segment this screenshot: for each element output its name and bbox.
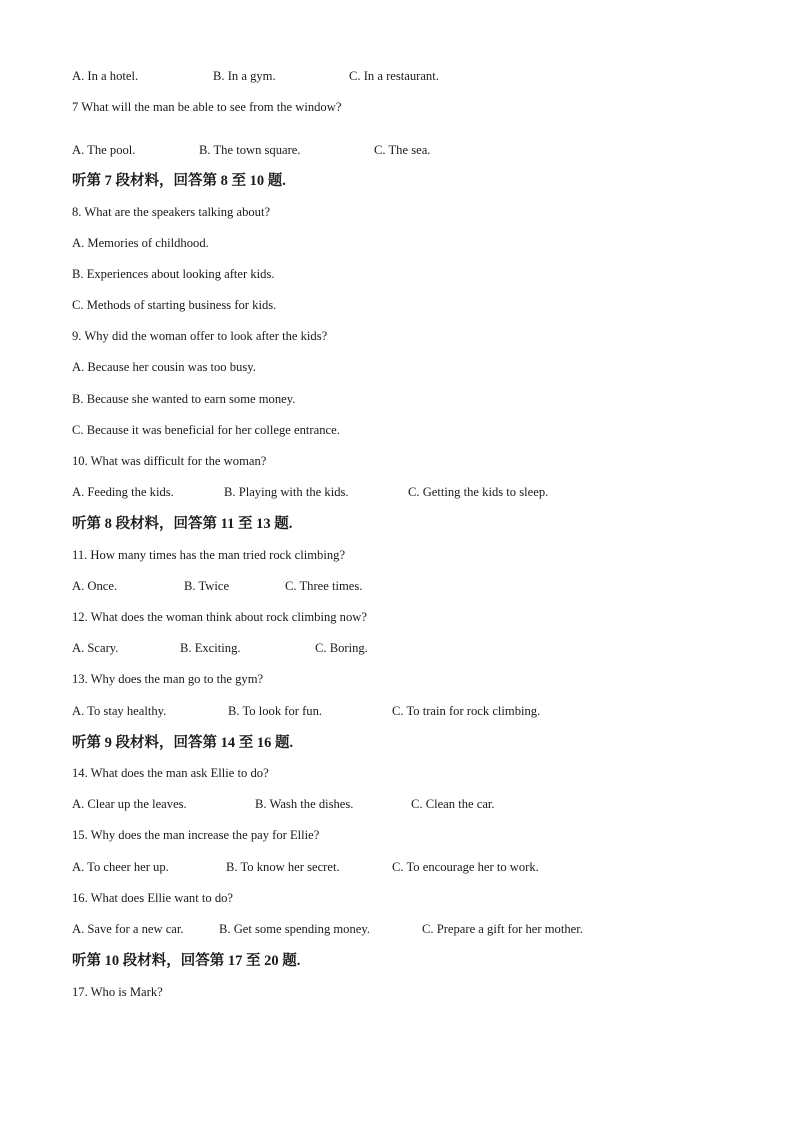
q11-option-a: A. Once. <box>72 579 118 593</box>
q16-option-b: B. Get some spending money. <box>219 922 370 936</box>
q10-option-c: C. Getting the kids to sleep. <box>408 485 549 499</box>
q16-option-c: C. Prepare a gift for her mother. <box>422 922 583 936</box>
q9-option-c: C. Because it was beneficial for her college entrance. <box>72 423 340 437</box>
q9-option-a: A. Because her cousin was too busy. <box>72 360 256 374</box>
q11-question: 11. How many times has the man tried rock climbing? <box>72 548 346 562</box>
q7-option-a: A. The pool. <box>72 143 136 157</box>
q10-option-b: B. Playing with the kids. <box>224 485 349 499</box>
q14-option-b: B. Wash the dishes. <box>255 797 354 811</box>
q12-option-b: B. Exciting. <box>180 641 241 655</box>
section-heading-10: 听第 10 段材料，回答第 17 至 20 题. <box>72 953 301 969</box>
q12-option-c: C. Boring. <box>315 641 368 655</box>
q15-option-a: A. To cheer her up. <box>72 860 169 874</box>
q15-option-c: C. To encourage her to work. <box>392 860 539 874</box>
q17-question: 17. Who is Mark? <box>72 985 163 999</box>
q7-option-b: B. The town square. <box>199 143 301 157</box>
q15-question: 15. Why does the man increase the pay for Ellie? <box>72 828 320 842</box>
q7-question: 7 What will the man be able to see from the window? <box>72 100 342 114</box>
q16-option-a: A. Save for a new car. <box>72 922 184 936</box>
section-heading-8: 听第 8 段材料，回答第 11 至 13 题. <box>72 516 293 532</box>
q14-option-c: C. Clean the car. <box>411 797 495 811</box>
q12-option-a: A. Scary. <box>72 641 119 655</box>
q13-option-a: A. To stay healthy. <box>72 704 167 718</box>
q14-question: 14. What does the man ask Ellie to do? <box>72 766 269 780</box>
q10-question: 10. What was difficult for the woman? <box>72 454 267 468</box>
q15-option-b: B. To know her secret. <box>226 860 340 874</box>
q11-option-c: C. Three times. <box>285 579 363 593</box>
q8-option-b: B. Experiences about looking after kids. <box>72 267 275 281</box>
q9-option-b: B. Because she wanted to earn some money. <box>72 392 296 406</box>
q14-option-a: A. Clear up the leaves. <box>72 797 187 811</box>
q8-option-c: C. Methods of starting business for kids. <box>72 298 277 312</box>
section-heading-7: 听第 7 段材料，回答第 8 至 10 题. <box>72 173 286 189</box>
q9-question: 9. Why did the woman offer to look after the kids? <box>72 329 328 343</box>
q13-question: 13. Why does the man go to the gym? <box>72 672 264 686</box>
q13-option-b: B. To look for fun. <box>228 704 323 718</box>
q8-option-a: A. Memories of childhood. <box>72 236 209 250</box>
q6-option-b: B. In a gym. <box>213 69 276 83</box>
q6-option-a: A. In a hotel. <box>72 69 139 83</box>
q12-question: 12. What does the woman think about rock climbing now? <box>72 610 367 624</box>
q7-option-c: C. The sea. <box>374 143 431 157</box>
q8-question: 8. What are the speakers talking about? <box>72 205 271 219</box>
q6-option-c: C. In a restaurant. <box>349 69 439 83</box>
q10-option-a: A. Feeding the kids. <box>72 485 174 499</box>
section-heading-9: 听第 9 段材料，回答第 14 至 16 题. <box>72 735 294 751</box>
q13-option-c: C. To train for rock climbing. <box>392 704 541 718</box>
q11-option-b: B. Twice <box>184 579 230 593</box>
q16-question: 16. What does Ellie want to do? <box>72 891 234 905</box>
